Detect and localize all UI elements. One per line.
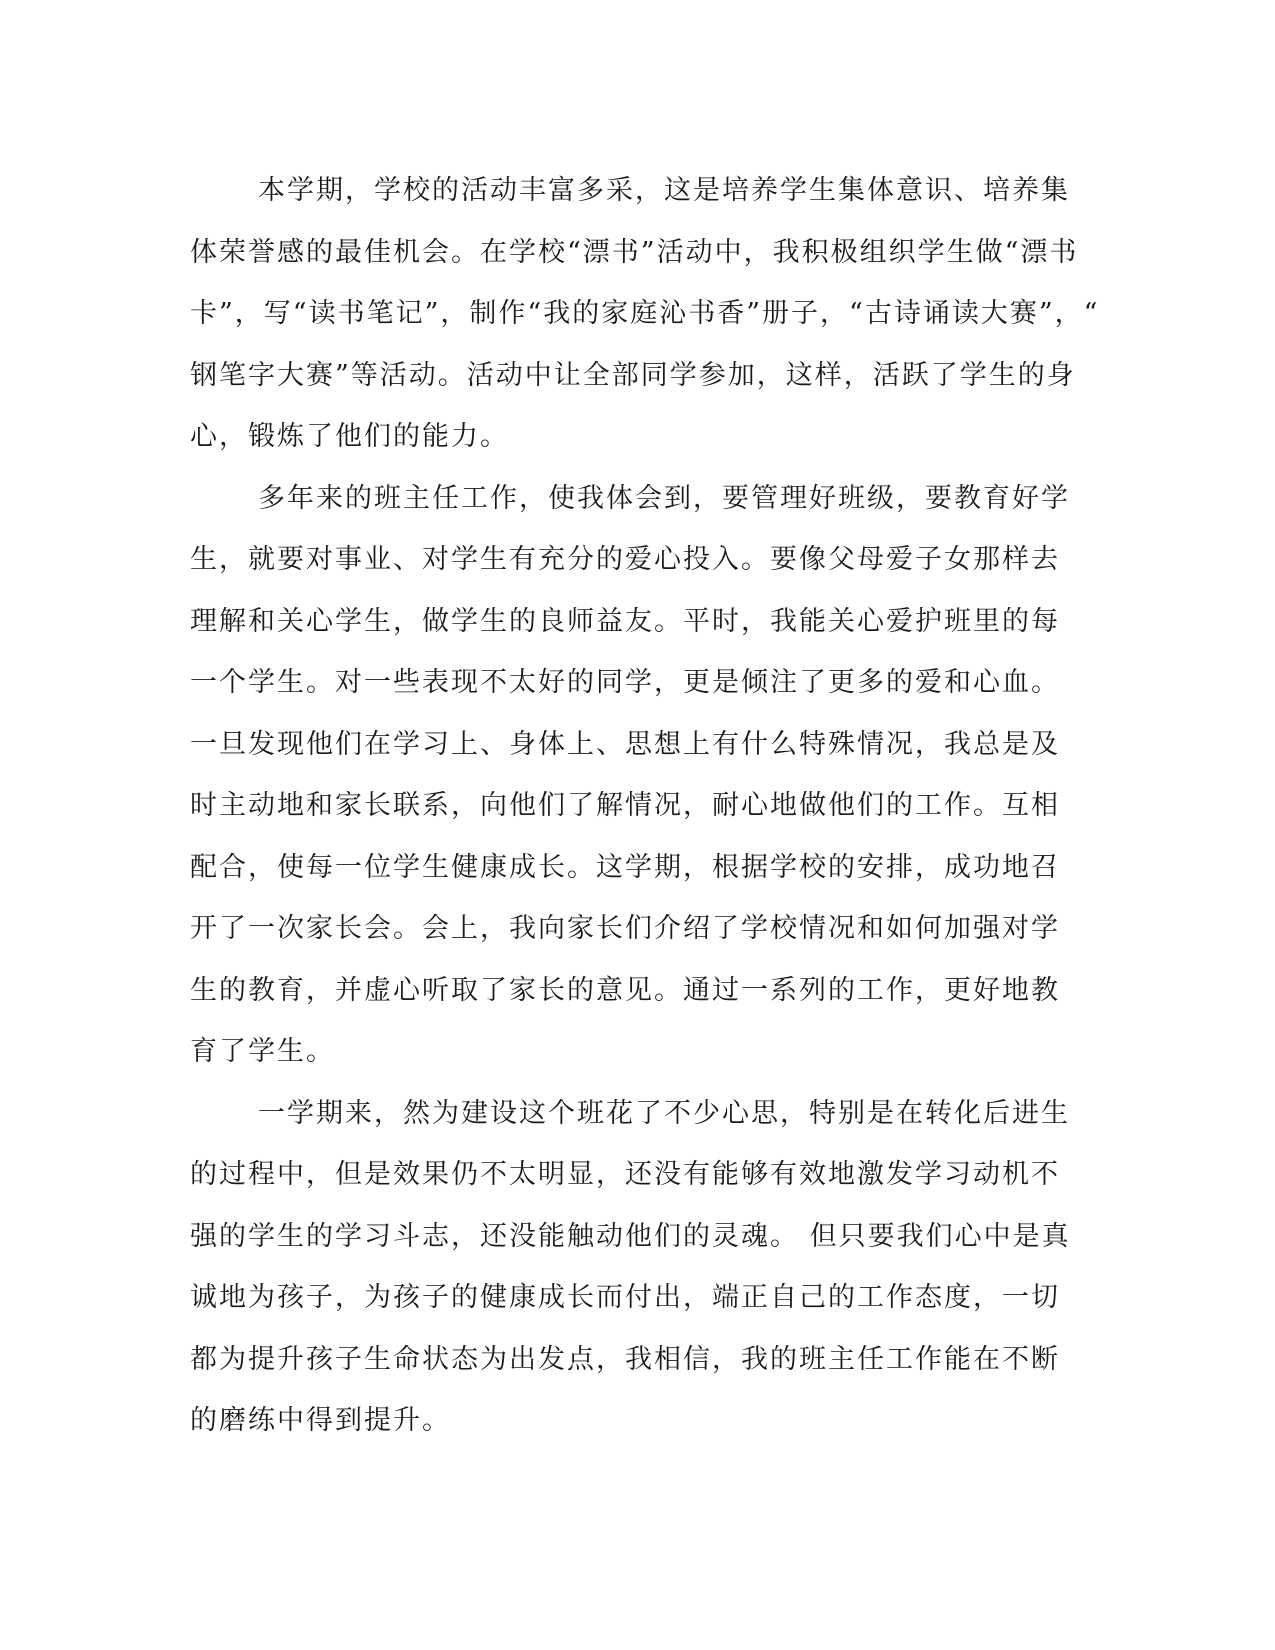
text-line: 诚地为孩子，为孩子的健康成长而付出，端正自己的工作态度，一切 — [190, 1282, 1060, 1313]
paragraph-3 — [190, 1083, 1076, 1452]
text-line: 一学期来，然为建设这个班花了不少心思，特别是在转化后进生 — [258, 1097, 1070, 1129]
text-line: 一旦发现他们在学习上、身体上、思想上有什么特殊情况，我总是及 — [190, 728, 1060, 760]
text-line: 钢笔字大赛”等活动。活动中让全部同学参加，这样，活跃了学生的身 — [190, 359, 1076, 391]
text-line: 卡”，写“读书笔记”，制作“我的家庭沁书香”册子，“古诗诵读大赛”，“ — [190, 298, 1100, 329]
text-line: 育了学生。 — [190, 1036, 335, 1067]
text-line: 本学期，学校的活动丰富多采，这是培养学生集体意识、培养集 — [258, 175, 1070, 206]
text-line: 强的学生的学习斗志，还没能触动他们的灵魂。 但只要我们心中是真 — [190, 1220, 1071, 1252]
text-line: 一个学生。对一些表现不太好的同学，更是倾注了更多的爱和心血。 — [190, 667, 1060, 698]
text-line: 时主动地和家长联系，向他们了解情况，耐心地做他们的工作。互相 — [190, 790, 1060, 821]
text-line: 开了一次家长会。会上，我向家长们介绍了学校情况和如何加强对学 — [190, 913, 1060, 944]
text-line: 心，锻炼了他们的能力。 — [190, 421, 509, 452]
paragraph-2 — [190, 468, 1076, 1083]
text-line: 生，就要对事业、对学生有充分的爱心投入。要像父母爱子女那样去 — [190, 544, 1060, 575]
text-line: 都为提升孩子生命状态为出发点，我相信，我的班主任工作能在不断 — [190, 1343, 1060, 1375]
text-line: 体荣誉感的最佳机会。在学校“漂书”活动中，我积极组织学生做“漂书 — [190, 236, 1079, 268]
paragraph-1 — [190, 160, 1100, 468]
text-line: 理解和关心学生，做学生的良师益友。平时，我能关心爱护班里的每 — [190, 605, 1060, 637]
text-line: 配合，使每一位学生健康成长。这学期，根据学校的安排，成功地召 — [190, 851, 1060, 883]
text-line: 生的教育，并虚心听取了家长的意见。通过一系列的工作，更好地教 — [190, 974, 1060, 1006]
text-line: 的过程中，但是效果仍不太明显，还没有能够有效地激发学习动机不 — [190, 1159, 1060, 1190]
text-line: 多年来的班主任工作，使我体会到，要管理好班级，要教育好学 — [258, 482, 1070, 514]
text-line: 的磨练中得到提升。 — [190, 1405, 451, 1436]
document-body — [190, 160, 1100, 1452]
